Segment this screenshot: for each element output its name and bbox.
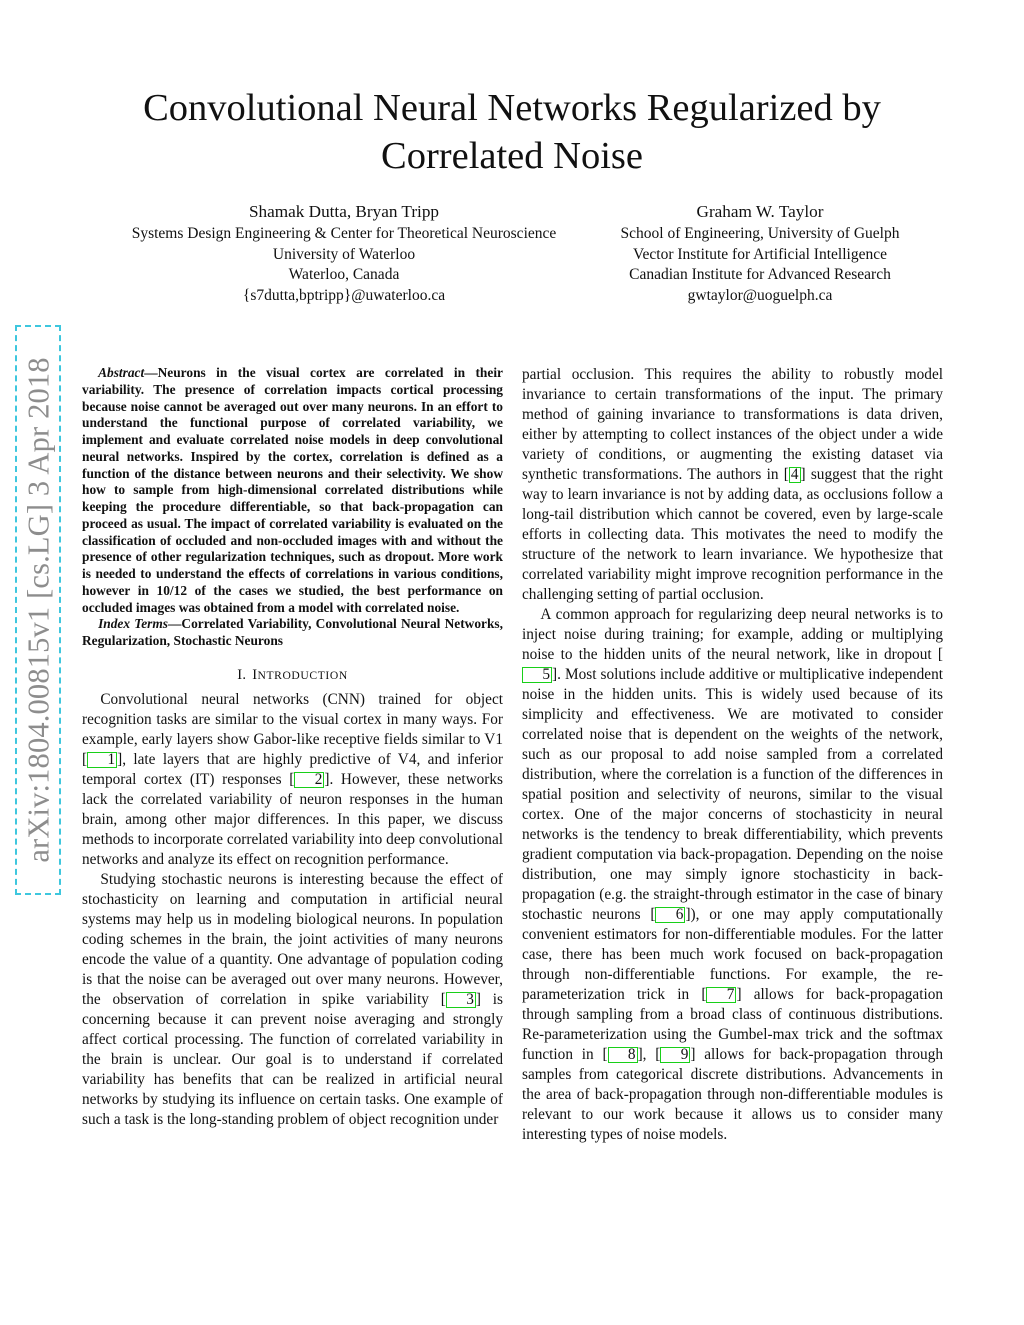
author-block-left — [100, 201, 588, 306]
right-column — [522, 365, 943, 1145]
author-names-right: Graham W. Taylor — [696, 202, 824, 221]
intro-paragraph-2 — [82, 870, 503, 1130]
right-p2-text-d: ] allows for back-propagation through sampling from a broad class of continuous distributions. Re-parameterization using the Gumbel-max trick and the softmax function in [ — [522, 986, 943, 1063]
email-left: {s7dutta,bptripp}@uwaterloo.ca — [242, 286, 446, 304]
right-p2-text-f: ] allows for back-propagation through samples from categorical discrete distributions. Advancements in the area of back-propagation through non-differentiable modules is relevant to our work because it allows us to consider many interesting types of noise models. — [522, 1046, 943, 1143]
index-terms-lead: Index Terms — [98, 616, 169, 632]
citation-link-2[interactable]: 2 — [294, 772, 324, 788]
affiliation-left-1: Systems Design Engineering & Center for Theoretical Neuroscience — [131, 225, 557, 242]
title-line-2: Correlated Noise — [381, 135, 643, 177]
citation-link-1[interactable]: 1 — [87, 752, 117, 768]
intro-p1-text-a: Convolutional neural networks (CNN) trained for object recognition tasks are similar to the visual cortex in many ways. For example, early layers show Gabor-like receptive fields similar to V1 [ — [82, 690, 503, 768]
citation-link-3[interactable]: 3 — [446, 992, 476, 1008]
citation-link-6[interactable]: 6 — [655, 907, 685, 923]
title-line-1: Convolutional Neural Networks Regularized by — [143, 87, 881, 129]
intro-p1-text-c: ]. However, these networks lack the correlated variability of neuron responses in the human brain, among other major differences. In this paper, we discuss methods to incorporate correlated variability into deep convolutional networks and analyze its effect on recognition performance. — [82, 770, 503, 868]
affiliation-left-2: University of Waterloo — [272, 245, 416, 263]
section-heading-introduction — [82, 666, 503, 685]
right-p2-text-b: ]. Most solutions include additive or multiplicative independent noise in the hidden units. This is widely used because of its simplicity and effectiveness. We are motivated to consider correlated noise that is dependent on the weights of the network, such as our proposal to add noise sampled from a correlated distribution, where the correlation is a function of the differences in spatial position and selectivity of neurons, similar to the visual cortex. One of the major concerns of stochasticity in neural networks is the tendency to break differentiability, which prevents gradient computation via back-propagation. Depending on the noise distribution, one may simply ignore stochasticity in back-propagation (e.g. the straight-through estimator in the case of binary stochastic neurons [ — [522, 666, 943, 923]
intro-p2-text-b: ] is concerning because it can prevent noise averaging and strongly affect cortical processing. The function of correlated variability in the brain is unclear. Our goal is to understand if correlated variability has benefits that can be realized in artificial neural networks by studying its influence on certain tasks. One example of such a task is the long-standing problem of object recognition under — [82, 990, 503, 1128]
right-p1-text-b: ] suggest that the right way to learn invariance is not by adding data, as occlusions follow a long-tail distribution which cannot be covered, even by large-scale efforts in collecting data. This motivates the need to modify the structure of the network to learn invariance. We hypothesize that correlated variability might improve recognition performance in the challenging setting of partial occlusion. — [522, 466, 943, 603]
abstract-text: Neurons in the visual cortex are correlated in their variability. The presence of correlation impacts cortical processing because noise cannot be averaged out over many neurons. In an effort to understand the functional purpose of correlated variability, we implement and evaluate correlated noise models in deep convolutional neural networks. Inspired by the cortex, correlation is defined as a function of the distance between neurons and their selectivity. We show how to sample from high-dimensional correlated distributions while keeping the procedure differentiable, so that back-propagation can proceed as usual. The impact of correlated variability is evaluated on the classification of occluded and non-occluded images with and without the presence of other regularization techniques, such as dropout. More work is needed to understand the effects of correlations in various conditions, however in 10/12 of the cases we studied, the best performance on occluded images was obtained from a model with correlated noise. — [82, 365, 503, 615]
paper-title — [60, 84, 964, 180]
affiliation-left-3: Waterloo, Canada — [288, 266, 400, 284]
affiliation-right-3: Canadian Institute for Advanced Research — [629, 266, 891, 284]
index-terms — [82, 616, 503, 650]
citation-link-4[interactable]: 4 — [790, 466, 799, 483]
intro-p2-text-a: Studying stochastic neurons is interesting because the effect of stochasticity on learning and computation in artificial neural systems may help us in modeling biological neurons. In population coding schemes in the brain, the joint activities of many neurons encode the value of a quantity. One advantage of population coding is that the noise can be averaged out over many neurons. However, the observation of correlation in spike variability [ — [82, 870, 503, 1008]
right-paragraph-2 — [522, 605, 943, 1145]
intro-p1-text-b: ], late layers that are highly predictive of V4, and inferior temporal cortex (IT) responses [ — [82, 750, 503, 788]
affiliation-right-2: Vector Institute for Artificial Intelligence — [633, 245, 887, 263]
affiliation-right-1: School of Engineering, University of Guelph — [620, 225, 900, 242]
author-names-left: Shamak Dutta, Bryan Tripp — [248, 202, 440, 221]
section-title-rest: NTRODUCTION — [257, 668, 348, 682]
citation-link-8[interactable]: 8 — [608, 1047, 638, 1063]
right-paragraph-1 — [522, 365, 943, 605]
citation-link-9[interactable]: 9 — [660, 1047, 690, 1063]
right-p2-text-c: ]), or one may apply computationally convenient estimators for non-differentiable modules. For the latter case, there has been much work focused on back-propagation through non-differentiable functions. For example, the re-parameterization trick in [ — [522, 906, 943, 1003]
email-right: gwtaylor@uoguelph.ca — [687, 286, 833, 304]
author-block-right — [600, 201, 920, 306]
index-terms-dash: — — [168, 616, 182, 632]
section-number: I. — [237, 666, 247, 683]
abstract-lead: Abstract — [98, 365, 145, 380]
citation-link-5[interactable]: 5 — [522, 667, 552, 683]
citation-link-7[interactable]: 7 — [706, 987, 736, 1003]
right-p2-text-e: ], [ — [637, 1046, 661, 1063]
right-p2-text-a: A common approach for regularizing deep neural networks is to inject noise during training; for example, adding or multiplying noise to the hidden units of the neural network, like in dropout [ — [522, 606, 943, 663]
right-p1-text-a: partial occlusion. This requires the ability to robustly model invariance to certain transformations of the input. The primary method of gaining invariance to transformations is data driven, either by attempting to collect instances of the object under a wide variety of conditions, or augmenting the existing dataset via synthetic transformations. The authors in [ — [522, 366, 943, 483]
section-title-initial: I — [252, 666, 258, 683]
left-column — [82, 365, 503, 1130]
arxiv-stamp-text: arXiv:1804.00815v1 [cs.LG] 3 Apr 2018 — [21, 357, 56, 863]
abstract-dash: — — [144, 365, 158, 380]
index-terms-text: Correlated Variability, Convolutional Neural Networks, Regularization, Stochastic Neurons — [82, 616, 503, 648]
abstract — [82, 365, 503, 616]
intro-paragraph-1 — [82, 690, 503, 870]
